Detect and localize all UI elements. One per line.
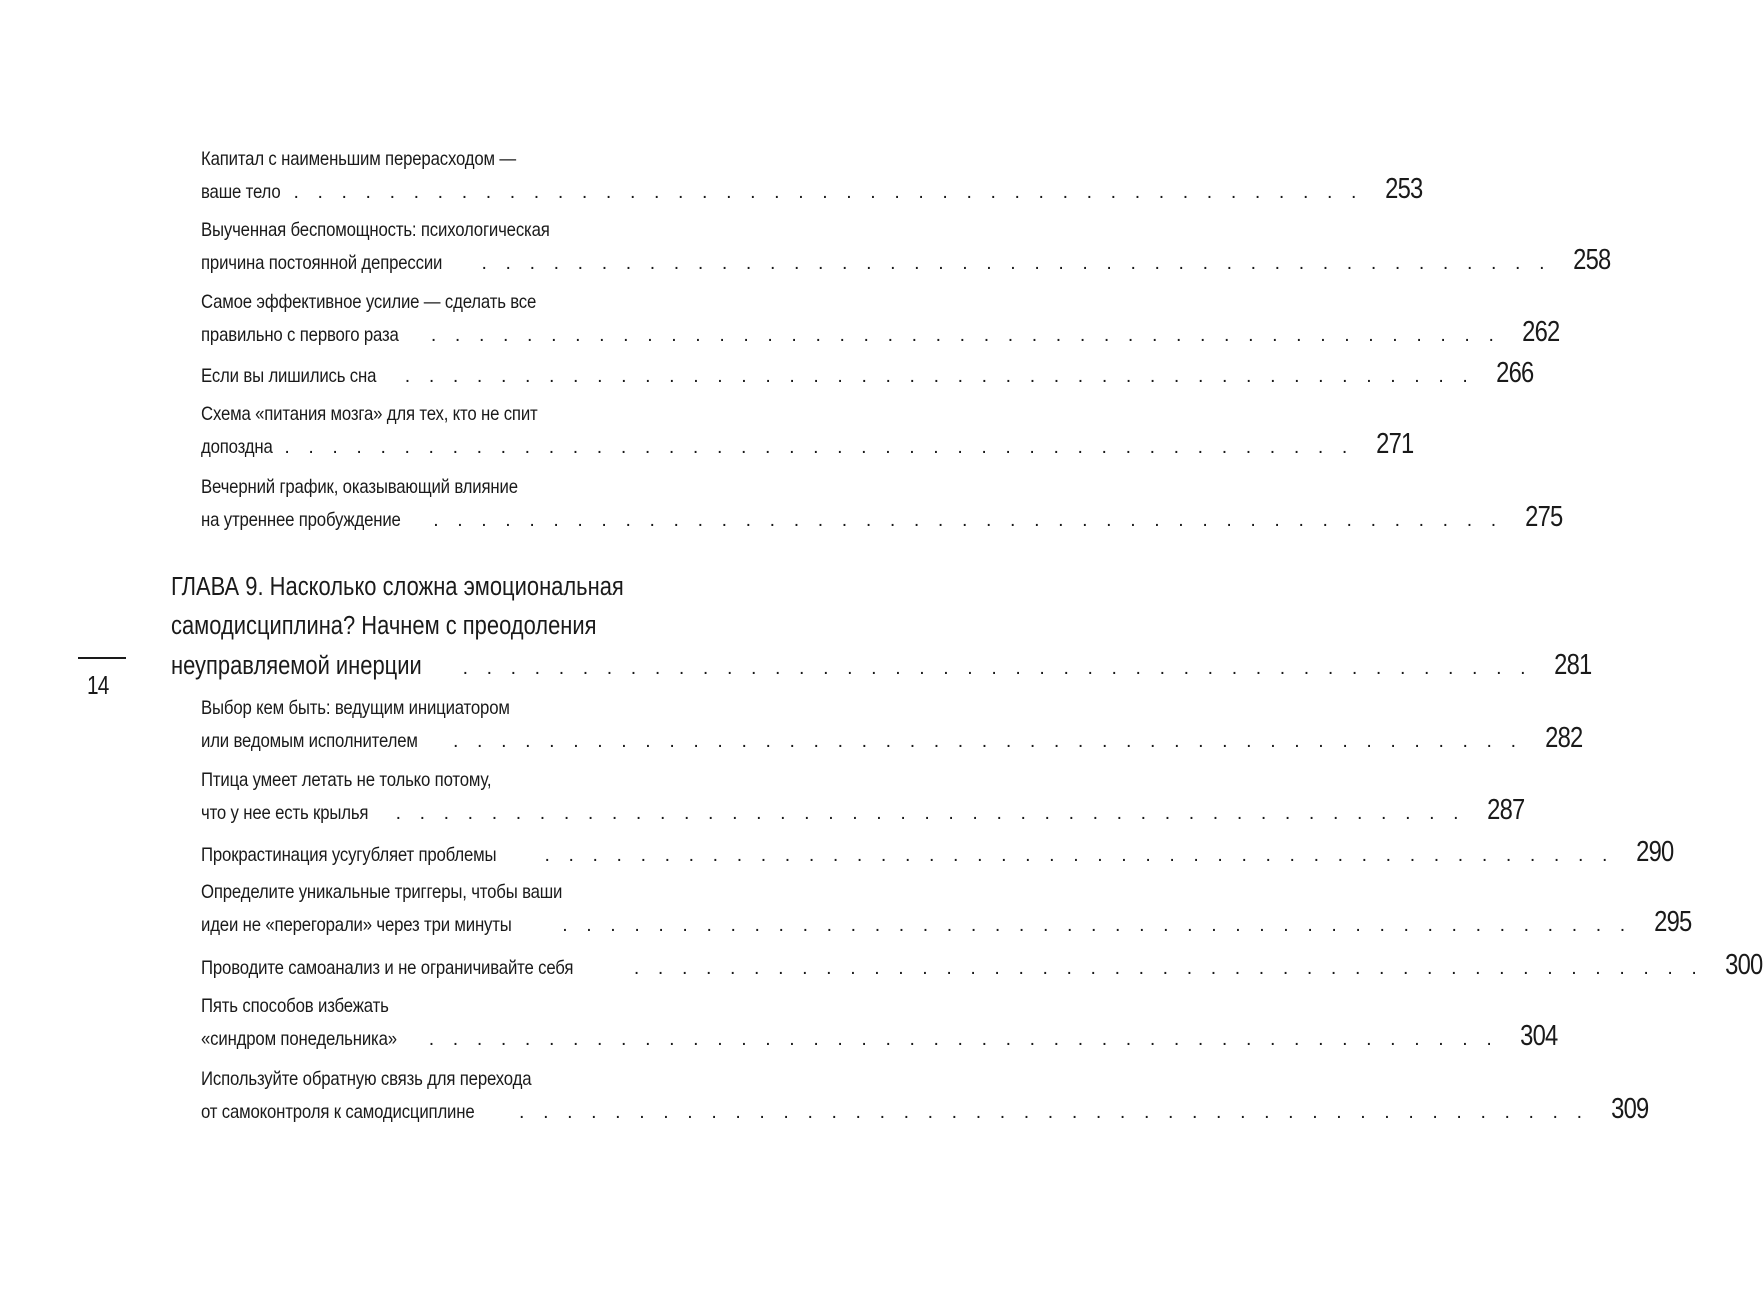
toc-entry[interactable] (201, 877, 1692, 938)
entry-line (201, 428, 1414, 460)
entry-line (201, 144, 726, 174)
entry-line (201, 173, 1423, 205)
chapter-title-line: самодисциплина? Начнем с преодоления (171, 612, 597, 640)
entry-title-line: Выученная беспомощность: психологическая (201, 219, 550, 241)
dot-leader: . . . . . . . . . . . . . . . . . . . . . . . . . . . . . . . . . . . . . . . . . . . . . (284, 436, 1354, 458)
entry-page-number: 300 (1725, 949, 1763, 981)
entry-line (201, 316, 1560, 348)
toc-entry[interactable] (201, 836, 1674, 868)
entry-line (201, 1093, 1648, 1125)
toc-entry[interactable] (201, 1064, 1648, 1125)
entry-title-line: что у нее есть крылья (201, 802, 369, 824)
dot-leader: . . . . . . . . . . . . . . . . . . . . . . . . . . . . . . . . . . . . . . . . . . . . . (462, 657, 1533, 679)
entry-line (201, 722, 1582, 754)
entry-title-line: Проводите самоанализ и не ограничивайте себя (201, 957, 574, 979)
chapter-line (171, 607, 726, 646)
toc-entry[interactable] (201, 357, 1534, 389)
entry-title-line: на утреннее пробуждение (201, 509, 401, 531)
entry-line (201, 399, 726, 429)
entry-title-line: или ведомым исполнителем (201, 730, 418, 752)
dot-leader: . . . . . . . . . . . . . . . . . . . . . . . . . . . . . . . . . . . . . . . . . . . . . (519, 1101, 1589, 1123)
toc-entry[interactable] (201, 144, 1423, 205)
entry-title-line: правильно с первого раза (201, 324, 399, 346)
dot-leader: . . . . . . . . . . . . . . . . . . . . . . . . . . . . . . . . . . . . . . . . . . . . . (633, 957, 1704, 979)
entry-title-line: Определите уникальные триггеры, чтобы ваши (201, 881, 563, 903)
dot-leader: . . . . . . . . . . . . . . . . . . . . . . . . . . . . . . . . . . . . . . . . . . . . . (481, 252, 1552, 274)
toc-entry[interactable] (201, 693, 1582, 754)
entry-title-line: от самоконтроля к самодисциплине (201, 1101, 475, 1123)
entry-title-line: ваше тело (201, 181, 281, 203)
entry-page-number: 271 (1376, 428, 1414, 460)
toc-entry[interactable] (201, 991, 1558, 1052)
entry-line (201, 501, 1563, 533)
entry-line (201, 991, 726, 1021)
entry-page-number: 295 (1653, 906, 1692, 938)
entry-title-line: Пять способов избежать (201, 995, 389, 1017)
entry-title-line: Прокрастинация усугубляет проблемы (201, 844, 497, 866)
entry-title-line: Если вы лишились сна (201, 365, 377, 387)
entry-page-number: 290 (1636, 836, 1674, 868)
entry-page-number: 287 (1487, 794, 1525, 826)
dot-leader: . . . . . . . . . . . . . . . . . . . . . . . . . . . . . . . . . . . . . . . . . . . . . (428, 1028, 1499, 1050)
entry-line (201, 906, 1692, 938)
entry-page-number: 282 (1544, 722, 1582, 754)
chapter-page-number: 281 (1554, 649, 1592, 681)
entry-title-line: Выбор кем быть: ведущим инициатором (201, 697, 510, 719)
entry-line (201, 836, 1674, 868)
toc-entry[interactable] (201, 287, 1560, 348)
chapter-title-line: неуправляемой инерции (171, 652, 422, 680)
entry-title-line: Используйте обратную связь для перехода (201, 1068, 532, 1090)
dot-leader: . . . . . . . . . . . . . . . . . . . . . . . . . . . . . . . . . . . . . . . . . . . . . (430, 324, 1501, 346)
entry-line (201, 949, 1763, 981)
entry-line (201, 472, 726, 502)
dot-leader: . . . . . . . . . . . . . . . . . . . . . . . . . . . . . . . . . . . . . . . . . . . . . (293, 181, 1364, 203)
toc-entry[interactable] (201, 472, 1563, 533)
toc-entry[interactable] (201, 215, 1611, 276)
toc-entry[interactable] (201, 765, 1525, 826)
entry-line (201, 244, 1611, 276)
dot-leader: . . . . . . . . . . . . . . . . . . . . . . . . . . . . . . . . . . . . . . . . . . . . . (395, 802, 1466, 824)
page-number: 14 (87, 670, 109, 700)
entry-line (201, 765, 726, 795)
entry-title-line: Птица умеет летать не только потому, (201, 769, 492, 791)
entry-line (201, 693, 726, 723)
toc-entry[interactable] (201, 949, 1763, 981)
entry-title-line: идеи не «перегорали» через три минуты (201, 914, 512, 936)
entry-line (201, 794, 1525, 826)
entry-line (201, 877, 726, 907)
entry-title-line: допоздна (201, 436, 273, 458)
entry-title-line: Капитал с наименьшим перерасходом — (201, 148, 516, 170)
dot-leader: . . . . . . . . . . . . . . . . . . . . . . . . . . . . . . . . . . . . . . . . . . . . . (562, 914, 1632, 936)
chapter-heading[interactable] (171, 568, 1592, 685)
entry-page-number: 266 (1496, 357, 1534, 389)
entry-line (201, 1020, 1558, 1052)
entry-line (201, 357, 1534, 389)
entry-page-number: 304 (1520, 1020, 1558, 1052)
chapter-line (171, 568, 726, 607)
entry-page-number: 258 (1573, 244, 1611, 276)
entry-line (201, 1064, 726, 1094)
entry-title-line: Схема «питания мозга» для тех, кто не спит (201, 403, 538, 425)
entry-page-number: 309 (1610, 1093, 1648, 1125)
chapter-line (171, 646, 1592, 685)
entry-title-line: Вечерний график, оказывающий влияние (201, 476, 518, 498)
entry-line (201, 287, 726, 317)
dot-leader: . . . . . . . . . . . . . . . . . . . . . . . . . . . . . . . . . . . . . . . . . . . . . (404, 365, 1475, 387)
entry-title-line: причина постоянной депрессии (201, 252, 443, 274)
entry-line (201, 215, 726, 245)
chapter-title-line: ГЛАВА 9. Насколько сложна эмоциональная (171, 573, 624, 601)
entry-page-number: 253 (1385, 173, 1423, 205)
dot-leader: . . . . . . . . . . . . . . . . . . . . . . . . . . . . . . . . . . . . . . . . . . . . . (453, 730, 1523, 752)
toc-entry[interactable] (201, 399, 1414, 460)
dot-leader: . . . . . . . . . . . . . . . . . . . . . . . . . . . . . . . . . . . . . . . . . . . . . (433, 509, 1503, 531)
entry-title-line: «синдром понедельника» (201, 1028, 397, 1050)
page-number-rule (78, 657, 126, 659)
entry-page-number: 262 (1522, 316, 1560, 348)
entry-title-line: Самое эффективное усилие — сделать все (201, 291, 537, 313)
dot-leader: . . . . . . . . . . . . . . . . . . . . . . . . . . . . . . . . . . . . . . . . . . . . . (544, 844, 1615, 866)
entry-page-number: 275 (1524, 501, 1563, 533)
